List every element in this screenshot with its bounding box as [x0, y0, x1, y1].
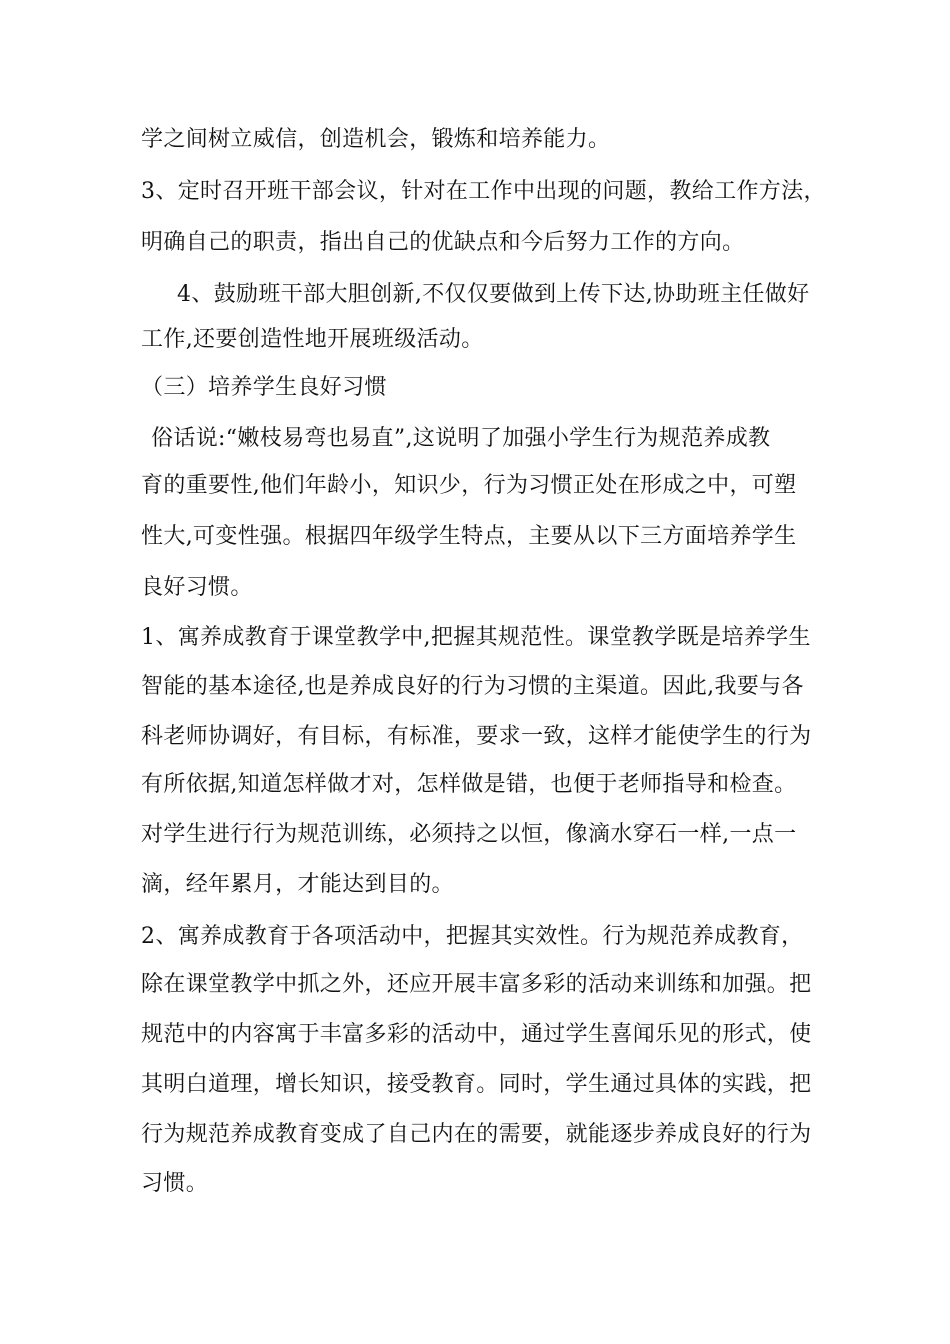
text-line-13: 科老师协调好，有目标，有标准，要求一致，这样才能使学生的行为: [141, 724, 812, 749]
text-line-21: 行为规范养成教育变成了自己内在的需要，就能逐步养成良好的行为: [141, 1122, 812, 1147]
text-line-20: 其明白道理，增长知识，接受教育。同时，学生通过具体的实践，把: [141, 1072, 812, 1097]
text-line-12: 智能的基本途径,也是养成良好的行为习惯的主渠道。因此,我要与各: [141, 674, 804, 699]
text-line-16: 滴，经年累月，才能达到目的。: [141, 872, 454, 897]
text-line-14: 有所依据,知道怎样做才对，怎样做是错，也便于老师指导和检查。: [141, 772, 797, 797]
text-line-7: 俗话说:“嫩枝易弯也易直”,这说明了加强小学生行为规范养成教: [151, 426, 771, 451]
text-line-9: 性大,可变性强。根据四年级学生特点，主要从以下三方面培养学生: [141, 524, 797, 549]
text-line-10: 良好习惯。: [141, 575, 253, 600]
text-line-2: 3、定时召开班干部会议，针对在工作中出现的问题，教给工作方法，: [141, 179, 826, 204]
section-heading: （三）培养学生良好习惯: [141, 375, 387, 400]
text-line-11: 1、寓养成教育于课堂教学中,把握其规范性。课堂教学既是培养学生: [141, 625, 811, 650]
text-line-4: 4、鼓励班干部大胆创新,不仅仅要做到上传下达,协助班主任做好: [177, 282, 810, 307]
text-line-5: 工作,还要创造性地开展班级活动。: [141, 327, 484, 352]
text-line-18: 除在课堂教学中抓之外，还应开展丰富多彩的活动来训练和加强。把: [141, 972, 812, 997]
text-line-3: 明确自己的职责，指出自己的优缺点和今后努力工作的方向。: [141, 230, 745, 255]
text-line-17: 2、寓养成教育于各项活动中，把握其实效性。行为规范养成教育，: [141, 924, 804, 949]
text-line-8: 育的重要性,他们年龄小，知识少，行为习惯正处在形成之中，可塑: [141, 473, 797, 498]
text-line-22: 习惯。: [141, 1171, 209, 1196]
text-line-15: 对学生进行行为规范训练，必须持之以恒，像滴水穿石一样,一点一: [141, 822, 797, 847]
text-line-1: 学之间树立威信，创造机会，锻炼和培养能力。: [141, 127, 611, 152]
text-line-19: 规范中的内容寓于丰富多彩的活动中，通过学生喜闻乐见的形式，使: [141, 1022, 812, 1047]
